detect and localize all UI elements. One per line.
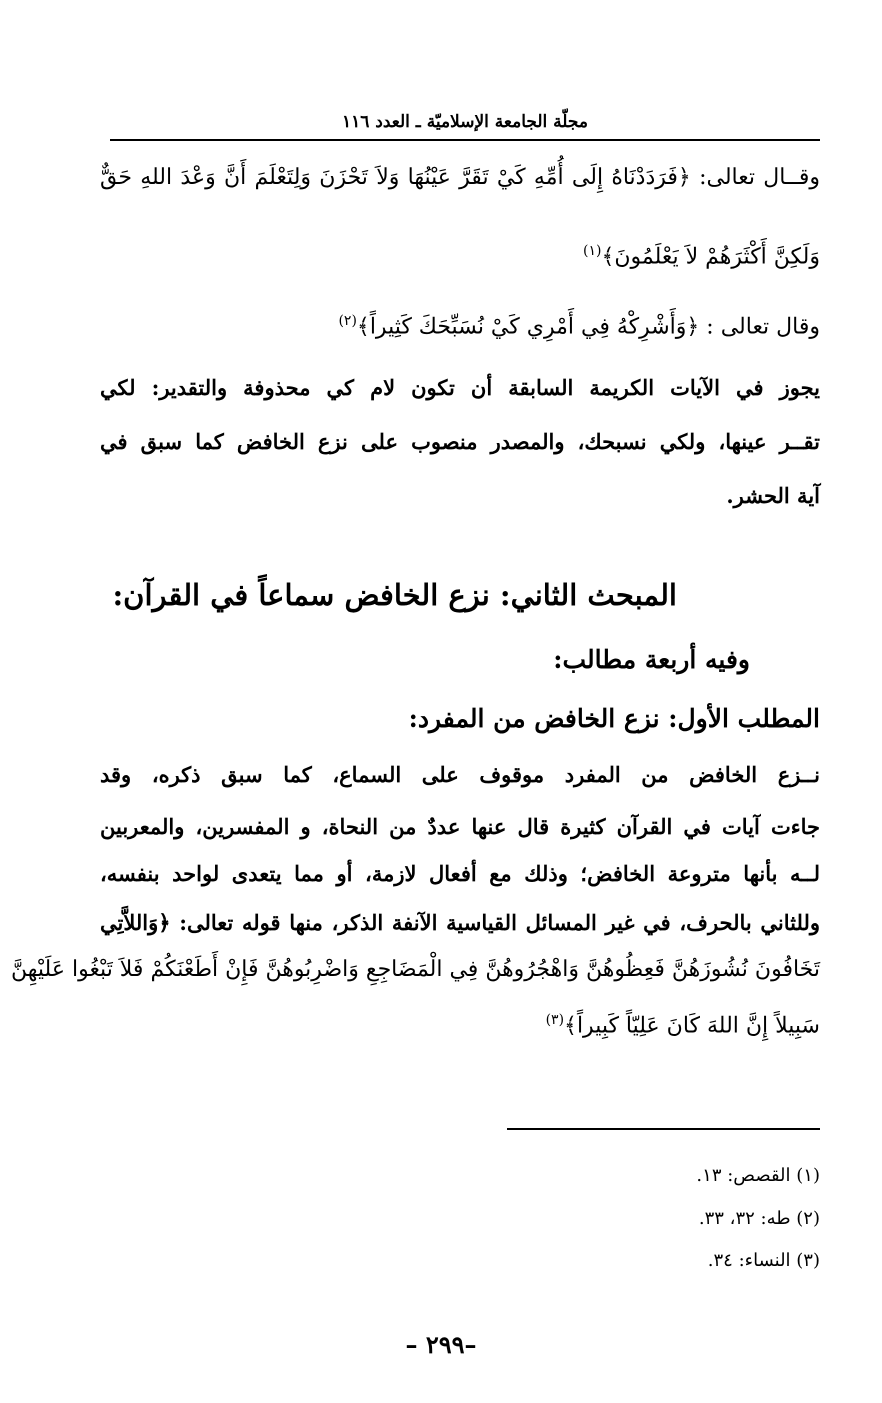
running-header: مجلّة الجامعة الإسلاميّة ـ العدد ١١٦ bbox=[341, 112, 589, 132]
footnote-ref-2: (٢) bbox=[338, 313, 357, 329]
section-line-4: وللثاني بالحرف، في غير المسائل القياسية الآنفة الذكر، منها قوله تعالى: ﴿وَاللاَّتِي bbox=[100, 910, 820, 935]
body-line-4: يجوز في الآيات الكريمة السابقة أن تكون لام كي محذوفة والتقدير: لكي bbox=[100, 375, 820, 400]
section-line-3: لــه بأنها متروعة الخافض؛ وذلك مع أفعال لازمة، أو مما يتعدى لواحد بنفسه، bbox=[100, 861, 820, 886]
section-line-1: نــزع الخافض من المفرد موقوف على السماع، كما سبق ذكره، وقد bbox=[100, 762, 820, 787]
section-line-2: جاءت آيات في القرآن كثيرة قال عنها عددٌ من النحاة، و المفسرين، والمعربين bbox=[100, 814, 820, 839]
body-line-5: تقــر عينها، ولكي نسبحك، والمصدر منصوب على نزع الخافض كما سبق في bbox=[100, 429, 820, 454]
body-line-2 bbox=[100, 236, 820, 272]
body-line-1: وقــال تعالى: ﴿فَرَدَدْنَاهُ إِلَى أُمِّهِ كَيْ تَقَرَّ عَيْنُهَا وَلاَ تَحْزَنَ وَلِتَعْلَمَ أَنَّ وَعْدَ اللهِ حَقٌّ bbox=[100, 165, 820, 190]
body-line-3 bbox=[100, 306, 820, 342]
section-line-6 bbox=[100, 1005, 820, 1041]
footnote-rule bbox=[507, 1128, 820, 1130]
footnote-1: (١) القصص: ١٣. bbox=[696, 1165, 820, 1186]
verse-text: سَبِيلاً إِنَّ اللهَ كَانَ عَلِيّاً كَبِيراً﴾ bbox=[564, 1013, 820, 1039]
section-subheading: وفيه أربعة مطالب: bbox=[553, 645, 750, 674]
section-line-5: تَخَافُونَ نُشُوزَهُنَّ فَعِظُوهُنَّ وَاهْجُرُوهُنَّ فِي الْمَضَاجِعِ وَاضْرِبُوهُنَّ فَإِنْ أَطَعْنَكُمْ فَلاَ تَبْغُوا عَلَيْهِنَّ bbox=[11, 957, 820, 982]
body-line-6: آية الحشر. bbox=[726, 483, 820, 508]
subsection-heading: المطلب الأول: نزع الخافض من المفرد: bbox=[408, 704, 820, 733]
footnote-2: (٢) طه: ٣٢، ٣٣. bbox=[698, 1208, 820, 1229]
page-number: –٢٩٩ – bbox=[405, 1330, 477, 1359]
footnote-ref-1: (١) bbox=[583, 243, 602, 259]
footnote-ref-3: (٣) bbox=[545, 1012, 565, 1028]
footnote-3: (٣) النساء: ٣٤. bbox=[707, 1250, 820, 1271]
section-heading: المبحث الثاني: نزع الخافض سماعاً في القرآن: bbox=[112, 578, 677, 612]
header-rule bbox=[110, 139, 820, 141]
verse-text: وقال تعالى : ﴿وَأَشْرِكْهُ فِي أَمْرِي كَيْ نُسَبِّحَكَ كَثِيراً﴾ bbox=[356, 314, 820, 340]
verse-text: وَلَكِنَّ أَكْثَرَهُمْ لاَ يَعْلَمُونَ﴾ bbox=[601, 244, 820, 270]
